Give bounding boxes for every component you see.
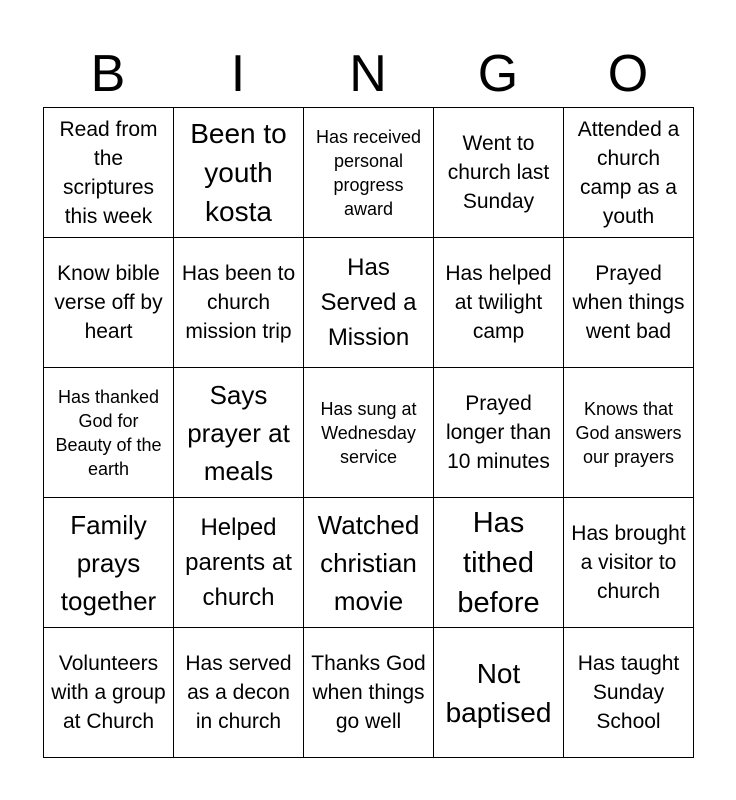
bingo-cell[interactable] [174,628,304,758]
cell-label: Says prayer at meals [187,379,290,486]
header-letter-o: O [607,45,649,103]
bingo-cell[interactable] [564,628,694,758]
bingo-cell[interactable] [564,498,694,628]
header-letter-i: I [230,45,246,103]
cell-label: Went to church last Sunday [447,132,550,213]
cell-label: Attended a church camp as a youth [577,117,680,228]
bingo-cell[interactable] [174,108,304,238]
header-letter-n: N [349,45,387,103]
bingo-cell[interactable] [44,368,174,498]
bingo-cell[interactable] [174,368,304,498]
bingo-board [43,107,694,758]
bingo-cell[interactable] [44,628,174,758]
bingo-cell[interactable] [44,498,174,628]
cell-label: Prayed longer than 10 minutes [445,392,552,473]
bingo-header [43,42,693,106]
bingo-cell[interactable] [174,498,304,628]
cell-label: Has brought a visitor to church [571,522,686,603]
cell-label: Volunteers with a group at Church [51,652,166,733]
cell-label: Watched christian movie [317,509,420,616]
bingo-cell[interactable] [304,238,434,368]
bingo-cell[interactable] [564,108,694,238]
bingo-cell[interactable] [564,238,694,368]
cell-label: Has tithed before [457,506,540,619]
cell-label: Has served as a decon in church [185,652,292,733]
bingo-cell[interactable] [434,108,564,238]
cell-label: Family prays together [60,509,157,616]
bingo-cell[interactable] [434,368,564,498]
cell-label: Helped parents at church [185,514,292,611]
bingo-cell[interactable] [434,238,564,368]
bingo-cell[interactable] [304,108,434,238]
cell-label: Has sung at Wednesday service [320,398,417,467]
header-letter-b: B [90,45,126,103]
bingo-cell[interactable] [304,498,434,628]
bingo-cell[interactable] [304,368,434,498]
bingo-cell[interactable] [434,628,564,758]
cell-label: Not baptised [445,657,552,728]
bingo-cell[interactable] [174,238,304,368]
bingo-cell[interactable] [564,368,694,498]
cell-label: Read from the scriptures this week [59,117,158,228]
cell-label: Been to youth kosta [190,118,287,227]
header-letter-g: G [477,45,519,103]
cell-label: Has received personal progress award [315,126,422,219]
cell-label: Thanks God when things go well [311,652,426,733]
cell-label: Prayed when things went bad [572,262,685,343]
cell-label: Knows that God answers our prayers [575,398,682,467]
cell-label: Has Served a Mission [320,254,417,351]
bingo-cell[interactable] [434,498,564,628]
cell-label: Has taught Sunday School [577,652,680,733]
cell-label: Has helped at twilight camp [445,262,552,343]
cell-label: Has thanked God for Beauty of the earth [55,386,162,479]
cell-label: Has been to church mission trip [181,262,296,343]
cell-label: Know bible verse off by heart [54,262,163,343]
bingo-cell[interactable] [44,108,174,238]
bingo-cell[interactable] [304,628,434,758]
bingo-cell[interactable] [44,238,174,368]
